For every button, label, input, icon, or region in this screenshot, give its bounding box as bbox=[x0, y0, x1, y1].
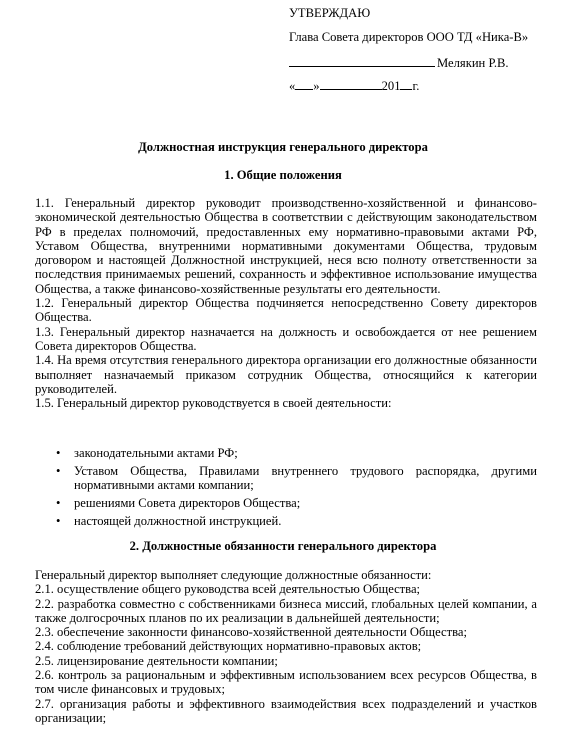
paragraph-1-1: 1.1. Генеральный директор руководит производственно-хозяйственной и финансово-экономической деятельностью Общества в соответствии с действующим законодательством РФ в пределах полномочий, предоставленных ему нормативно-правовыми актами РФ, Уставом Общества, внутренними нормативными документами Общества, трудовым договором и настоящей Должностной инструкцией, неся всю полноту ответственности за последствия принимаемых решений, сохранность и эффективное использование имущества Общества, а также финансово-хозяйственные результаты его деятельности. bbox=[35, 196, 537, 296]
approval-date-line bbox=[289, 78, 561, 102]
section-2-body bbox=[35, 568, 537, 725]
section-2-title: 2. Должностные обязанности генерального директора bbox=[129, 539, 437, 553]
paragraph-2-7: 2.7. организация работы и эффективного взаимодействия всех подразделений и участков организации; bbox=[35, 696, 537, 725]
approval-block bbox=[289, 6, 561, 102]
section-1-body bbox=[35, 196, 537, 410]
paragraph-2-3: 2.3. обеспечение законности финансово-хозяйственной деятельности Общества; bbox=[35, 625, 467, 640]
list-item: • настоящей должностной инструкцией. bbox=[74, 514, 537, 528]
date-quote-close: » bbox=[313, 79, 320, 93]
section-1-title: 1. Общие положения bbox=[224, 168, 342, 182]
date-day-blank bbox=[295, 78, 313, 90]
paragraph-1-4: 1.4. На время отсутствия генерального директора организации его должностные обязанности выполняет назначаемый приказом сотрудник Общества, относящийся к категории руководителей. bbox=[35, 353, 537, 396]
paragraph-2-2: 2.2. разработка совместно с собственниками бизнеса миссий, глобальных целей компании, а также долгосрочных планов по их реализации в дальнейшей деятельности; bbox=[35, 596, 537, 625]
date-year-blank bbox=[400, 78, 412, 90]
date-year: 201 bbox=[381, 79, 401, 93]
approval-signature-line bbox=[289, 54, 561, 78]
document-title: Должностная инструкция генерального директора bbox=[138, 140, 428, 154]
paragraph-1-2: 1.2. Генеральный директор Общества подчиняется непосредственно Совету директоров Общества. bbox=[35, 296, 537, 325]
paragraph-2-5: 2.5. лицензирование деятельности компании; bbox=[35, 653, 278, 668]
paragraph-1-3: 1.3. Генеральный директор назначается на должность и освобождается от нее решением Совета директоров Общества. bbox=[35, 324, 537, 353]
date-month-blank bbox=[320, 78, 382, 90]
list-item: • решениями Совета директоров Общества; bbox=[74, 496, 537, 510]
paragraph-2-1: 2.1. осуществление общего руководства всей деятельностью Общества; bbox=[35, 582, 421, 597]
paragraph-2-6: 2.6. контроль за рациональным и эффективным использованием всех ресурсов Общества, в том числе финансовых и трудовых; bbox=[35, 668, 537, 697]
date-quote-open: « bbox=[289, 79, 296, 93]
list-item: • Уставом Общества, Правилами внутреннего трудового распорядка, другими нормативными актами компании; bbox=[74, 464, 537, 493]
guidance-list bbox=[74, 446, 537, 531]
paragraph-1-5: 1.5. Генеральный директор руководствуется в своей деятельности: bbox=[35, 396, 392, 411]
paragraph-2-4: 2.4. соблюдение требований действующих нормативно-правовых актов; bbox=[35, 639, 422, 654]
approval-signer: Мелякин Р.В. bbox=[437, 56, 509, 70]
paragraph-2-intro: Генеральный директор выполняет следующие должностные обязанности: bbox=[35, 568, 432, 582]
approval-heading: УТВЕРЖДАЮ bbox=[289, 6, 371, 20]
date-suffix: г. bbox=[412, 79, 420, 93]
list-item: • законодательными актами РФ; bbox=[74, 446, 537, 460]
approval-position: Глава Совета директоров ООО ТД «Ника-В» bbox=[289, 30, 529, 44]
signature-blank bbox=[289, 54, 435, 67]
